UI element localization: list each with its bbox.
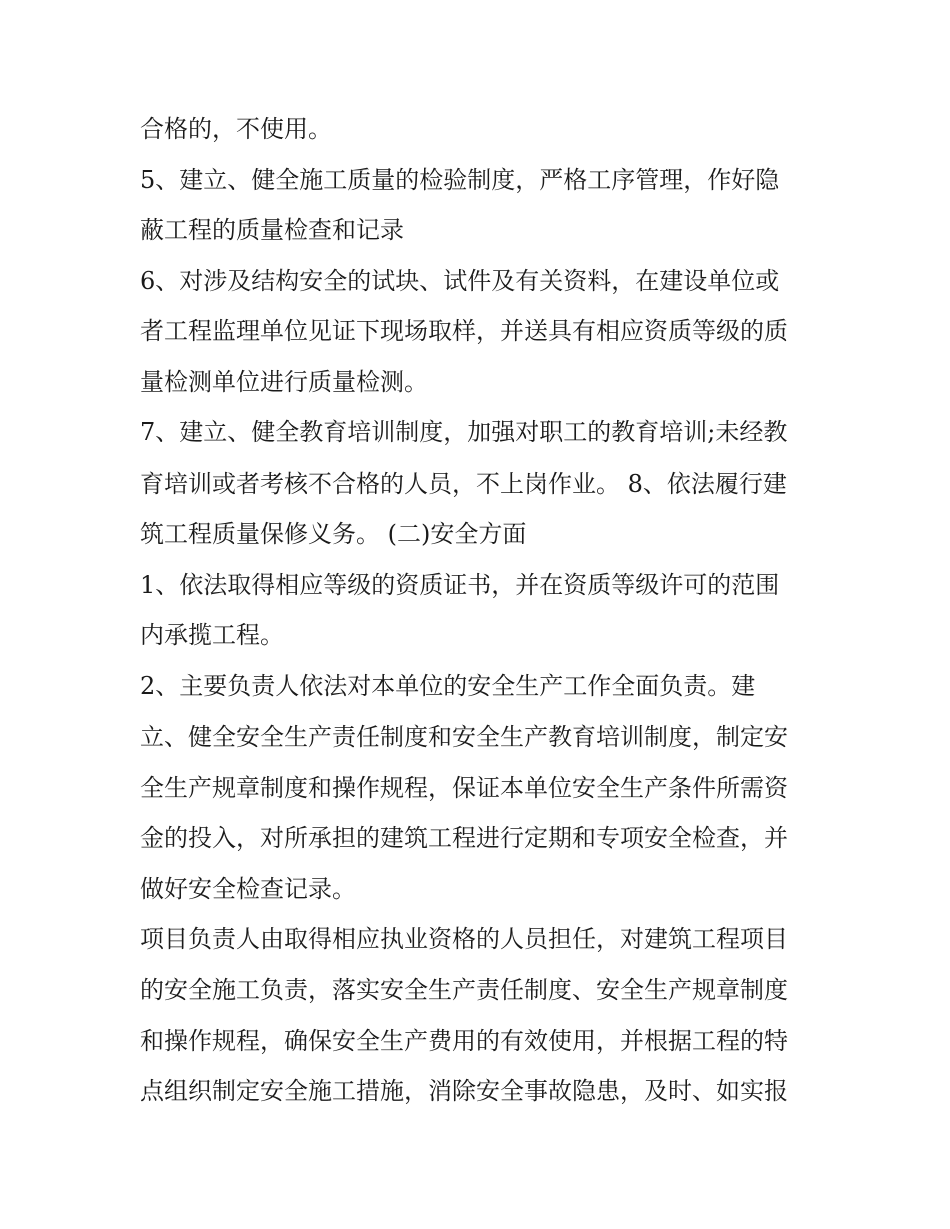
text-line: 蔽工程的质量检查和记录 <box>140 216 404 244</box>
text-line: 内承揽工程。 <box>140 621 284 649</box>
text-line: 5、建立、健全施工质量的检验制度，严格工序管理，作好隐 <box>140 166 780 194</box>
text-line: 点组织制定安全施工措施，消除安全事故隐患，及时、如实报 <box>140 1077 788 1105</box>
text-line: 项目负责人由取得相应执业资格的人员担任，对建筑工程项目 <box>140 925 788 953</box>
text-line: 立、健全安全生产责任制度和安全生产教育培训制度，制定安 <box>140 723 788 751</box>
text-line: 者工程监理单位见证下现场取样，并送具有相应资质等级的质 <box>140 317 788 345</box>
text-line: 7、建立、健全教育培训制度，加强对职工的教育培训;未经教 <box>140 418 788 446</box>
text-line: 筑工程质量保修义务。 (二)安全方面 <box>140 520 527 548</box>
text-line: 1、依法取得相应等级的资质证书，并在资质等级许可的范围 <box>140 571 780 599</box>
text-line: 全生产规章制度和操作规程，保证本单位安全生产条件所需资 <box>140 774 788 802</box>
text-line: 量检测单位进行质量检测。 <box>140 368 428 396</box>
text-line: 6、对涉及结构安全的试块、试件及有关资料，在建设单位或 <box>140 267 780 295</box>
text-line: 育培训或者考核不合格的人员，不上岗作业。 8、依法履行建 <box>140 470 787 498</box>
text-line: 金的投入，对所承担的建筑工程进行定期和专项安全检查，并 <box>140 824 788 852</box>
text-line: 和操作规程，确保安全生产费用的有效使用，并根据工程的特 <box>140 1027 788 1055</box>
text-line: 的安全施工负责，落实安全生产责任制度、安全生产规章制度 <box>140 976 788 1004</box>
text-line: 做好安全检查记录。 <box>140 875 356 903</box>
text-line: 2、主要负责人依法对本单位的安全生产工作全面负责。建 <box>140 672 756 700</box>
text-line: 合格的，不使用。 <box>140 115 332 143</box>
